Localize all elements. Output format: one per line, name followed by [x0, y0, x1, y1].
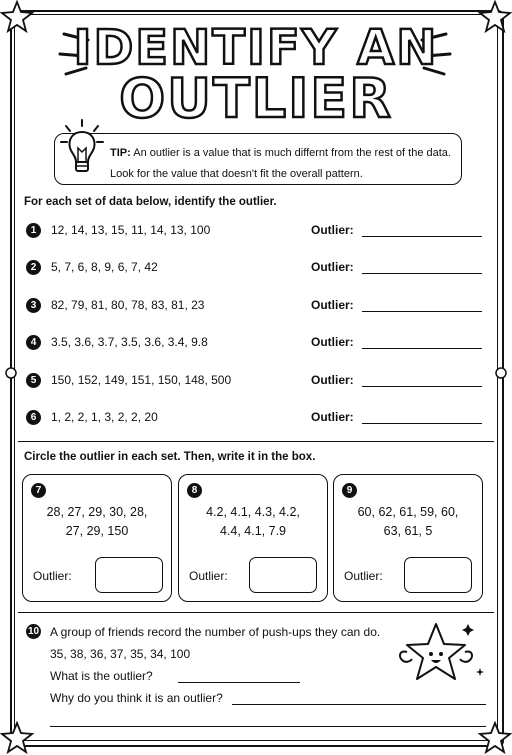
- outlier-answer-box[interactable]: [95, 557, 163, 593]
- tip-text: [110, 143, 455, 185]
- star-mascot-icon: [392, 616, 492, 696]
- data-set-line1: 4.2, 4.1, 4.3, 4.2,: [206, 505, 300, 519]
- answer-line[interactable]: [50, 726, 486, 727]
- data-set: 12, 14, 13, 15, 11, 14, 13, 100: [51, 223, 211, 237]
- data-set-line1: 60, 62, 61, 59, 60,: [357, 505, 459, 519]
- section-divider: [18, 612, 494, 613]
- data-set: [187, 503, 319, 541]
- outlier-label: Outlier:: [311, 260, 354, 274]
- question-number-badge: 5: [26, 373, 41, 388]
- outlier-answer-line[interactable]: [362, 236, 482, 237]
- data-set: 35, 38, 36, 37, 35, 34, 100: [50, 647, 191, 661]
- data-set: [342, 503, 474, 541]
- tip-label: TIP:: [110, 147, 131, 159]
- outlier-answer-box[interactable]: [404, 557, 472, 593]
- data-set-line2: 27, 29, 150: [65, 524, 129, 538]
- question-number-badge: 2: [26, 260, 41, 275]
- outlier-answer-line[interactable]: [362, 348, 482, 349]
- data-card: [333, 474, 483, 602]
- outlier-label: Outlier:: [311, 335, 354, 349]
- data-set: 3.5, 3.6, 3.7, 3.5, 3.6, 3.4, 9.8: [51, 335, 208, 349]
- outlier-label: Outlier:: [33, 569, 72, 583]
- outlier-label: Outlier:: [344, 569, 383, 583]
- list-item: [20, 259, 490, 279]
- border-loop-icon: [4, 366, 18, 380]
- question-number-badge: 9: [342, 483, 357, 498]
- question-why: Why do you think it is an outlier?: [50, 691, 223, 705]
- list-item: [20, 334, 490, 354]
- data-set: 5, 7, 6, 8, 9, 6, 7, 42: [51, 260, 158, 274]
- data-set: 1, 2, 2, 1, 3, 2, 2, 20: [51, 410, 158, 424]
- outlier-label: Outlier:: [311, 373, 354, 387]
- list-item: [20, 297, 490, 317]
- question-number-badge: 3: [26, 298, 41, 313]
- list-item: [20, 222, 490, 242]
- outlier-label: Outlier:: [311, 298, 354, 312]
- outlier-answer-line[interactable]: [362, 311, 482, 312]
- outlier-answer-line[interactable]: [362, 386, 482, 387]
- question-number-badge: 1: [26, 223, 41, 238]
- lightbulb-icon: [60, 118, 104, 182]
- tip-text-line2: Look for the value that doesn't fit the overall pattern.: [110, 168, 363, 180]
- data-card: [22, 474, 172, 602]
- question-outlier: What is the outlier?: [50, 669, 153, 683]
- tip-text-line1: An outlier is a value that is much differnt from the rest of the data.: [133, 147, 451, 159]
- data-set-line2: 4.4, 4.1, 7.9: [219, 524, 287, 538]
- data-set: 150, 152, 149, 151, 150, 148, 500: [51, 373, 232, 387]
- page-title-line2: OUTLIER: [119, 67, 393, 130]
- outlier-answer-box[interactable]: [249, 557, 317, 593]
- outlier-label: Outlier:: [311, 410, 354, 424]
- question-number-badge: 8: [187, 483, 202, 498]
- answer-line[interactable]: [178, 682, 300, 683]
- question-number-badge: 7: [31, 483, 46, 498]
- outlier-label: Outlier:: [189, 569, 228, 583]
- data-set-line2: 63, 61, 5: [383, 524, 433, 538]
- section1-instruction: For each set of data below, identify the outlier.: [24, 196, 277, 208]
- data-set: [31, 503, 163, 541]
- question-number-badge: 4: [26, 335, 41, 350]
- list-item: [20, 372, 490, 392]
- answer-line[interactable]: [232, 704, 486, 705]
- corner-star-icon: [0, 721, 34, 755]
- data-set-line1: 28, 27, 29, 30, 28,: [46, 505, 148, 519]
- page-title-line1: IDENTIFY AN: [73, 20, 439, 76]
- data-card: [178, 474, 328, 602]
- question-prompt: A group of friends record the number of push-ups they can do.: [50, 625, 381, 639]
- section2-instruction: Circle the outlier in each set. Then, write it in the box.: [24, 451, 316, 463]
- outlier-label: Outlier:: [311, 223, 354, 237]
- data-set: 82, 79, 81, 80, 78, 83, 81, 23: [51, 298, 205, 312]
- outlier-answer-line[interactable]: [362, 273, 482, 274]
- section-divider: [18, 441, 494, 442]
- border-loop-icon: [494, 366, 508, 380]
- question-number-badge: 6: [26, 410, 41, 425]
- outlier-answer-line[interactable]: [362, 423, 482, 424]
- list-item: [20, 409, 490, 429]
- question-number-badge: 10: [27, 626, 40, 637]
